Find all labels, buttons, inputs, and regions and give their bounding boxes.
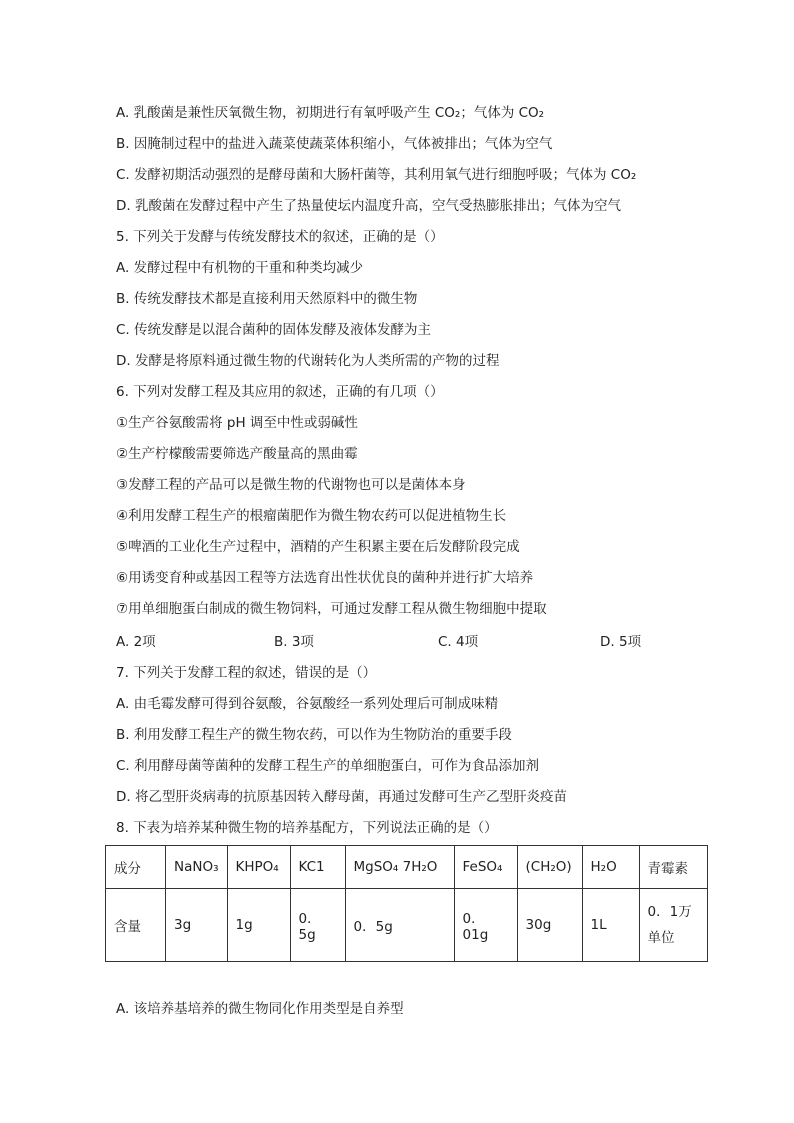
q7-option-d: D. 将乙型肝炎病毒的抗原基因转入酵母菌，再通过发酵可生产乙型肝炎疫苗 <box>116 789 567 805</box>
q5-option-b: B. 传统发酵技术都是直接利用天然原料中的微生物 <box>116 291 418 307</box>
table-cell: 1g <box>227 889 290 962</box>
table-cell: MgSO₄ 7H₂O <box>345 846 454 889</box>
table-cell: 30g <box>517 889 582 962</box>
q6-option-c: C. 4项 <box>438 634 479 650</box>
q4-option-b: B. 因腌制过程中的盐进入蔬菜使蔬菜体积缩小，气体被排出；气体为空气 <box>116 136 553 152</box>
q6-statement-1: ①生产谷氨酸需将 pH 调至中性或弱碱性 <box>116 415 358 431</box>
table-header-row <box>106 846 708 889</box>
q6-statement-5: ⑤啤酒的工业化生产过程中，酒精的产生积累主要在后发酵阶段完成 <box>116 539 520 555</box>
table-cell: 3g <box>166 889 228 962</box>
table-cell: FeSO₄ <box>454 846 517 889</box>
q4-option-c: C. 发酵初期活动强烈的是酵母菌和大肠杆菌等，其利用氧气进行细胞呼吸；气体为 CO₂ <box>116 167 637 183</box>
q6-statement-2: ②生产柠檬酸需要筛选产酸量高的黑曲霉 <box>116 446 358 462</box>
q6-option-b: B. 3项 <box>274 634 314 650</box>
medium-recipe-table <box>105 845 708 962</box>
q5-option-d: D. 发酵是将原料通过微生物的代谢转化为人类所需的产物的过程 <box>116 353 500 369</box>
q8-option-a: A. 该培养基培养的微生物同化作用类型是自养型 <box>116 1001 404 1017</box>
q6-statement-7: ⑦用单细胞蛋白制成的微生物饲料，可通过发酵工程从微生物细胞中提取 <box>116 601 547 617</box>
table-cell: 成分 <box>106 846 166 889</box>
q5-option-a: A. 发酵过程中有机物的干重和种类均减少 <box>116 260 364 276</box>
q5-option-c: C. 传统发酵是以混合菌种的固体发酵及液体发酵为主 <box>116 322 432 338</box>
q6-option-d: D. 5项 <box>600 634 642 650</box>
table-cell: H₂O <box>582 846 639 889</box>
table-cell: (CH₂O) <box>517 846 582 889</box>
table-cell: 青霉素 <box>639 846 707 889</box>
q7-option-c: C. 利用酵母菌等菌种的发酵工程生产的单细胞蛋白，可作为食品添加剂 <box>116 758 540 774</box>
q4-option-a: A. 乳酸菌是兼性厌氧微生物，初期进行有氧呼吸产生 CO₂；气体为 CO₂ <box>116 105 545 121</box>
table-cell: NaNO₃ <box>166 846 228 889</box>
table-cell: 0．01g <box>454 889 517 962</box>
q6-statement-4: ④利用发酵工程生产的根瘤菌肥作为微生物农药可以促进植物生长 <box>116 508 507 524</box>
table-cell: 0．5g <box>290 889 345 962</box>
table-cell: 1L <box>582 889 639 962</box>
table-cell: 0．5g <box>345 889 454 962</box>
q6-stem: 6. 下列对发酵工程及其应用的叙述，正确的有几项（） <box>116 384 444 400</box>
q6-statement-6: ⑥用诱变育种或基因工程等方法选育出性状优良的菌种并进行扩大培养 <box>116 570 534 586</box>
q4-option-d: D. 乳酸菌在发酵过程中产生了热量使坛内温度升高，空气受热膨胀排出；气体为空气 <box>116 198 621 214</box>
q7-option-b: B. 利用发酵工程生产的微生物农药，可以作为生物防治的重要手段 <box>116 727 512 743</box>
table-cell: 含量 <box>106 889 166 962</box>
q6-statement-3: ③发酵工程的产品可以是微生物的代谢物也可以是菌体本身 <box>116 477 466 493</box>
q5-stem: 5. 下列关于发酵与传统发酵技术的叙述，正确的是（） <box>116 229 444 245</box>
q6-option-a: A. 2项 <box>116 634 156 650</box>
table-cell: KC1 <box>290 846 345 889</box>
q7-stem: 7. 下列关于发酵工程的叙述，错误的是（） <box>116 665 377 681</box>
table-row <box>106 889 708 962</box>
table-cell: 0．1万单位 <box>639 889 707 962</box>
q8-stem: 8. 下表为培养某种微生物的培养基配方，下列说法正确的是（） <box>116 820 498 836</box>
table-cell: KHPO₄ <box>227 846 290 889</box>
q6-options <box>116 632 676 652</box>
q7-option-a: A. 由毛霉发酵可得到谷氨酸，谷氨酸经一系列处理后可制成味精 <box>116 696 499 712</box>
